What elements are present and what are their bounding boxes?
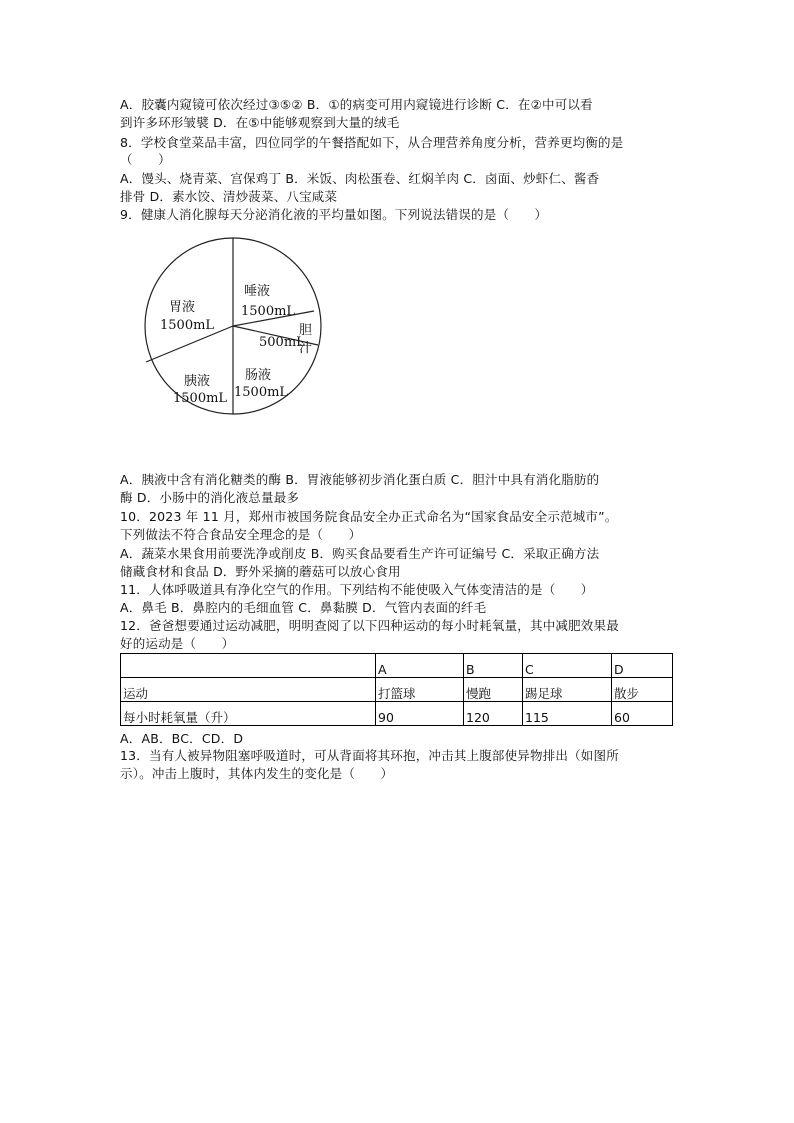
table-cell: 每小时耗氧量（升） <box>121 702 376 726</box>
q9-options-line-2: 酶 D．小肠中的消化液总量最多 <box>120 490 300 505</box>
exercise-oxygen-table <box>120 653 673 726</box>
slice-label-pancreatic: 胰液 <box>184 374 211 389</box>
q11-options: A．鼻毛 B．鼻腔内的毛细血管 C．鼻黏膜 D．气管内表面的纤毛 <box>120 600 487 615</box>
slice-value-intestinal: 1500mL <box>234 385 289 400</box>
q13-stem-line-2: 示）。冲击上腹时，其体内发生的变化是（ ） <box>120 766 394 781</box>
table-cell: 60 <box>612 702 673 726</box>
table-cell: 打篮球 <box>376 678 464 702</box>
table-row <box>121 678 673 702</box>
q10-options-line-2: 储藏食材和食品 D．野外采摘的蘑菇可以放心食用 <box>120 564 401 579</box>
table-cell: 踢足球 <box>523 678 612 702</box>
q9-stem: 9．健康人消化腺每天分泌消化液的平均量如图。下列说法错误的是（ ） <box>120 207 548 222</box>
q8-answer-blank: （ ） <box>120 152 171 167</box>
slice-label-bile-1: 胆 <box>299 323 313 338</box>
q8-options-line-2: 排骨 D．素水饺、清炒菠菜、八宝咸菜 <box>120 189 338 204</box>
q9-options-line-1: A．胰液中含有消化糖类的酶 B．胃液能够初步消化蛋白质 C．胆汁中具有消化脂肪的 <box>120 472 600 487</box>
q11-stem: 11．人体呼吸道具有净化空气的作用。下列结构不能使吸入气体变清洁的是（ ） <box>120 582 594 597</box>
table-cell: 散步 <box>612 678 673 702</box>
q10-options-line-1: A．蔬菜水果食用前要洗净或削皮 B．购买食品要看生产许可证编号 C．采取正确方法 <box>120 546 600 561</box>
table-cell: 慢跑 <box>464 678 523 702</box>
table-cell: 120 <box>464 702 523 726</box>
q12-options: A．AB．BC．CD．D <box>120 731 244 746</box>
q7-options-line-2: 到许多环形皱襞 D．在⑤中能够观察到大量的绒毛 <box>120 115 400 130</box>
q10-stem-line-1: 10．2023 年 11 月，郑州市被国务院食品安全办正式命名为“国家食品安全示范城市”。 <box>120 509 618 524</box>
table-cell: C <box>523 654 612 678</box>
table-cell: 运动 <box>121 678 376 702</box>
slice-label-gastric: 胃液 <box>169 300 196 315</box>
q8-options-line-1: A．馒头、烧青菜、宫保鸡丁 B．米饭、肉松蛋卷、红焖羊肉 C．卤面、炒虾仁、酱香 <box>120 171 600 186</box>
table-cell: 115 <box>523 702 612 726</box>
q12-stem-line-2: 好的运动是（ ） <box>120 636 235 651</box>
slice-label-intestinal: 肠液 <box>245 368 272 383</box>
digestive-juice-pie-chart <box>138 224 330 430</box>
q12-stem-line-1: 12．爸爸想要通过运动减肥，明明查阅了以下四种运动的每小时耗氧量，其中减肥效果最 <box>120 618 619 633</box>
q10-stem-line-2: 下列做法不符合食品安全理念的是（ ） <box>120 527 362 542</box>
table-cell: D <box>612 654 673 678</box>
slice-value-bile: 500mL <box>259 335 305 350</box>
table-cell <box>121 654 376 678</box>
slice-label-bile-2: 汁 <box>299 341 313 356</box>
table-cell: 90 <box>376 702 464 726</box>
table-cell: A <box>376 654 464 678</box>
slice-label-saliva: 唾液 <box>244 284 271 299</box>
q7-options-line-1: A．胶囊内窥镜可依次经过③⑤② B．①的病变可用内窥镜进行诊断 C．在②中可以看 <box>120 97 593 112</box>
table-row <box>121 702 673 726</box>
slice-value-saliva: 1500mL <box>241 304 296 319</box>
q13-stem-line-1: 13．当有人被异物阻塞呼吸道时，可从背面将其环抱，冲击其上腹部使异物排出（如图所 <box>120 748 619 763</box>
table-cell: B <box>464 654 523 678</box>
q8-stem: 8．学校食堂菜品丰富，四位同学的午餐搭配如下，从合理营养角度分析，营养更均衡的是 <box>120 135 624 150</box>
table-header-row <box>121 654 673 678</box>
slice-value-gastric: 1500mL <box>160 318 215 333</box>
slice-value-pancreatic: 1500mL <box>173 391 228 406</box>
